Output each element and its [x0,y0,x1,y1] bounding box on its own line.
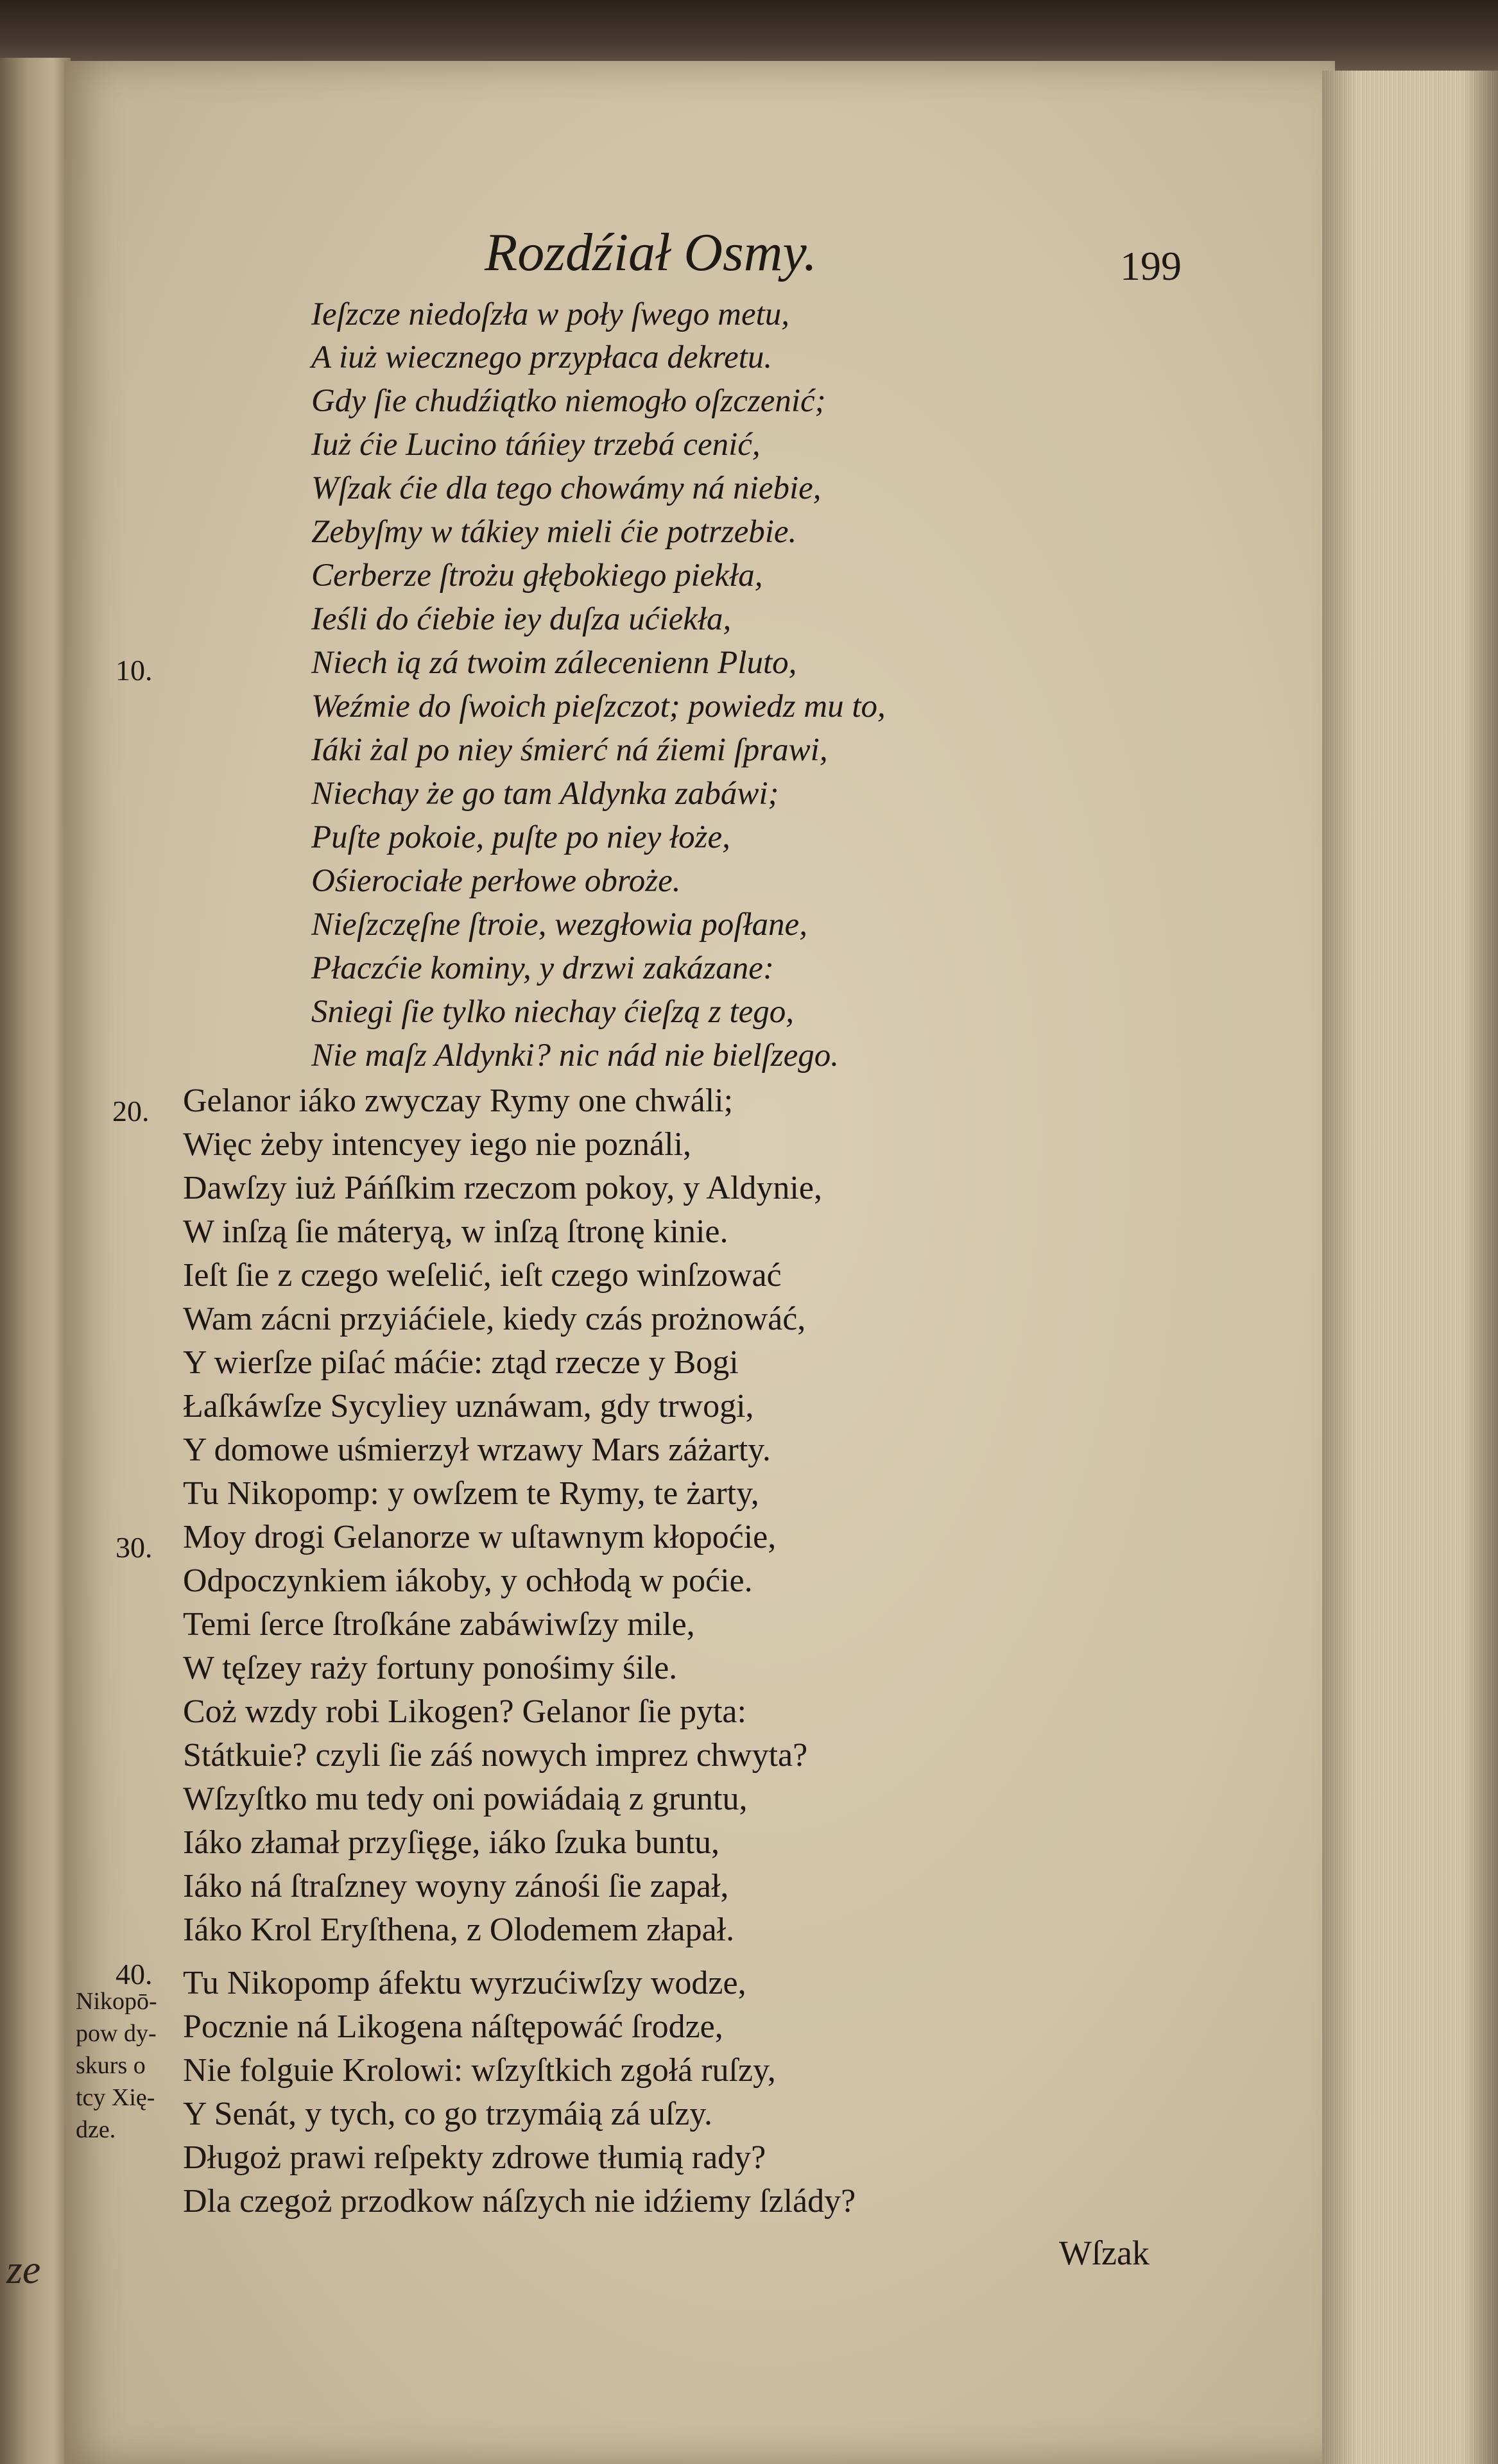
verse-line: Wſzak ćie dla tego chowámy ná niebie, [311,470,822,506]
poem-line: Nie folguie Krolowi: wſzyſtkich zgołá ruſzy, [183,2052,776,2089]
poem-line: Státkuie? czyli ſie záś nowych imprez chwyta? [183,1737,808,1774]
poem-line: Y Senát, y tych, co go trzymáią zá uſzy. [183,2096,712,2132]
catchword: Wſzak [1059,2234,1149,2272]
verse-line: Ośierociałe perłowe obroże. [311,863,681,899]
poem-line: Więc żeby intencyey iego nie poználi, [183,1126,692,1163]
poem-line: Moy drogi Gelanorze w uſtawnym kłopoćie, [183,1519,777,1555]
marginal-note-line: tcy Xię- [76,2084,155,2111]
previous-page-fragment: ze [6,2246,41,2292]
poem-line: Temi ſerce ſtroſkáne zabáwiwſzy mile, [183,1606,695,1643]
verse-line: Weźmie do ſwoich pieſzczot; powiedz mu to, [311,689,886,724]
poem-line: Iáko Krol Eryſthena, z Olodemem złapał. [183,1912,735,1948]
poem-line: Iáko ná ſtraſzney woyny zánośi ſie zapał, [183,1868,729,1904]
verse-line: Nie maſz Aldynki? nic nád nie bielſzego. [311,1038,839,1074]
poem-line: Wſzyſtko mu tedy oni powiádaią z gruntu, [183,1781,748,1817]
poem-line: W tęſzey raży fortuny ponośimy śile. [183,1650,678,1686]
poem-line: Pocznie ná Likogena náſtępowáć ſrodze, [183,2008,723,2045]
poem-line: Coż wzdy robi Likogen? Gelanor ſie pyta: [183,1693,746,1730]
verse-line: Niech ią zá twoim zálecenienn Pluto, [311,645,797,681]
poem-line: W inſzą ſie máteryą, w inſzą ſtronę kinie. [183,1213,728,1250]
verse-line: Cerberze ſtrożu głębokiego piekła, [311,558,763,594]
poem-line: Wam zácni przyiáćiele, kiedy czás prożnowáć, [183,1301,806,1337]
poem-line: Y domowe uśmierzył wrzawy Mars záżarty. [183,1432,771,1468]
marginal-note-line: skurs o [76,2052,146,2079]
verse-line: Płaczćie kominy, y drzwi zakázane: [311,950,774,986]
verse-line: Nieſzczęſne ſtroie, wezgłowia poſłane, [311,907,807,943]
poem-line: Tu Nikopomp áfektu wyrzućiwſzy wodze, [183,1965,746,2001]
poem-line: Dla czegoż przodkow náſzych nie idźiemy ſzlády? [183,2183,856,2220]
poem-line: Gelanor iáko zwyczay Rymy one chwáli; [183,1082,734,1119]
poem-line: Dawſzy iuż Páńſkim rzeczom pokoy, y Aldynie, [183,1170,822,1206]
poem-line: Łaſkáwſze Sycyliey uznáwam, gdy trwogi, [183,1388,754,1425]
poem-line: Tu Nikopomp: y owſzem te Rymy, te żarty, [183,1475,759,1512]
verse-line: Gdy ſie chudźiątko niemogło oſzczenić; [311,383,826,419]
running-head: Rozdźiał Osmy. [485,223,818,282]
marginal-note-line: pow dy- [76,2020,157,2047]
verse-line: Zebyſmy w tákiey mieli ćie potrzebie. [311,514,797,550]
marginal-note-line: Nikopō- [76,1988,157,2015]
verse-line: Ieśli do ćiebie iey duſza ućiekła, [311,601,732,637]
verse-line: Sniegi ſie tylko niechay ćieſzą z tego, [311,994,795,1030]
line-number: 20. [112,1095,150,1127]
poem-line: Iáko złamał przyſięge, iáko ſzuka buntu, [183,1824,720,1861]
poem-line: Y wierſze piſać máćie: ztąd rzecze y Bogi [183,1344,739,1381]
verse-line: A iuż wiecznego przypłaca dekretu. [311,339,773,375]
marginal-note-line: dze. [76,2116,116,2143]
poem-line: Długoż prawi reſpekty zdrowe tłumią rady? [183,2139,766,2176]
verse-line: Puſte pokoie, puſte po niey łoże, [311,819,730,855]
poem-line: Ieſt ſie z czego weſelić, ieſt czego winſzować [183,1257,782,1294]
page-fore-edge [1322,71,1498,2464]
verse-line: Niechay że go tam Aldynka zabáwi; [311,776,779,812]
line-number: 40. [116,1958,153,1990]
page-number: 199 [1120,243,1182,289]
verse-line: Iuż ćie Lucino táńiey trzebá cenić, [311,427,761,463]
verse-line: Ieſzcze niedoſzła w poły ſwego metu, [311,296,790,332]
verse-line: Iáki żal po niey śmierć ná źiemi ſprawi, [311,732,828,768]
previous-page-edge [0,58,71,2464]
line-number: 10. [116,654,153,687]
line-number: 30. [116,1531,153,1564]
poem-line: Odpoczynkiem iákoby, y ochłodą w poćie. [183,1562,753,1599]
